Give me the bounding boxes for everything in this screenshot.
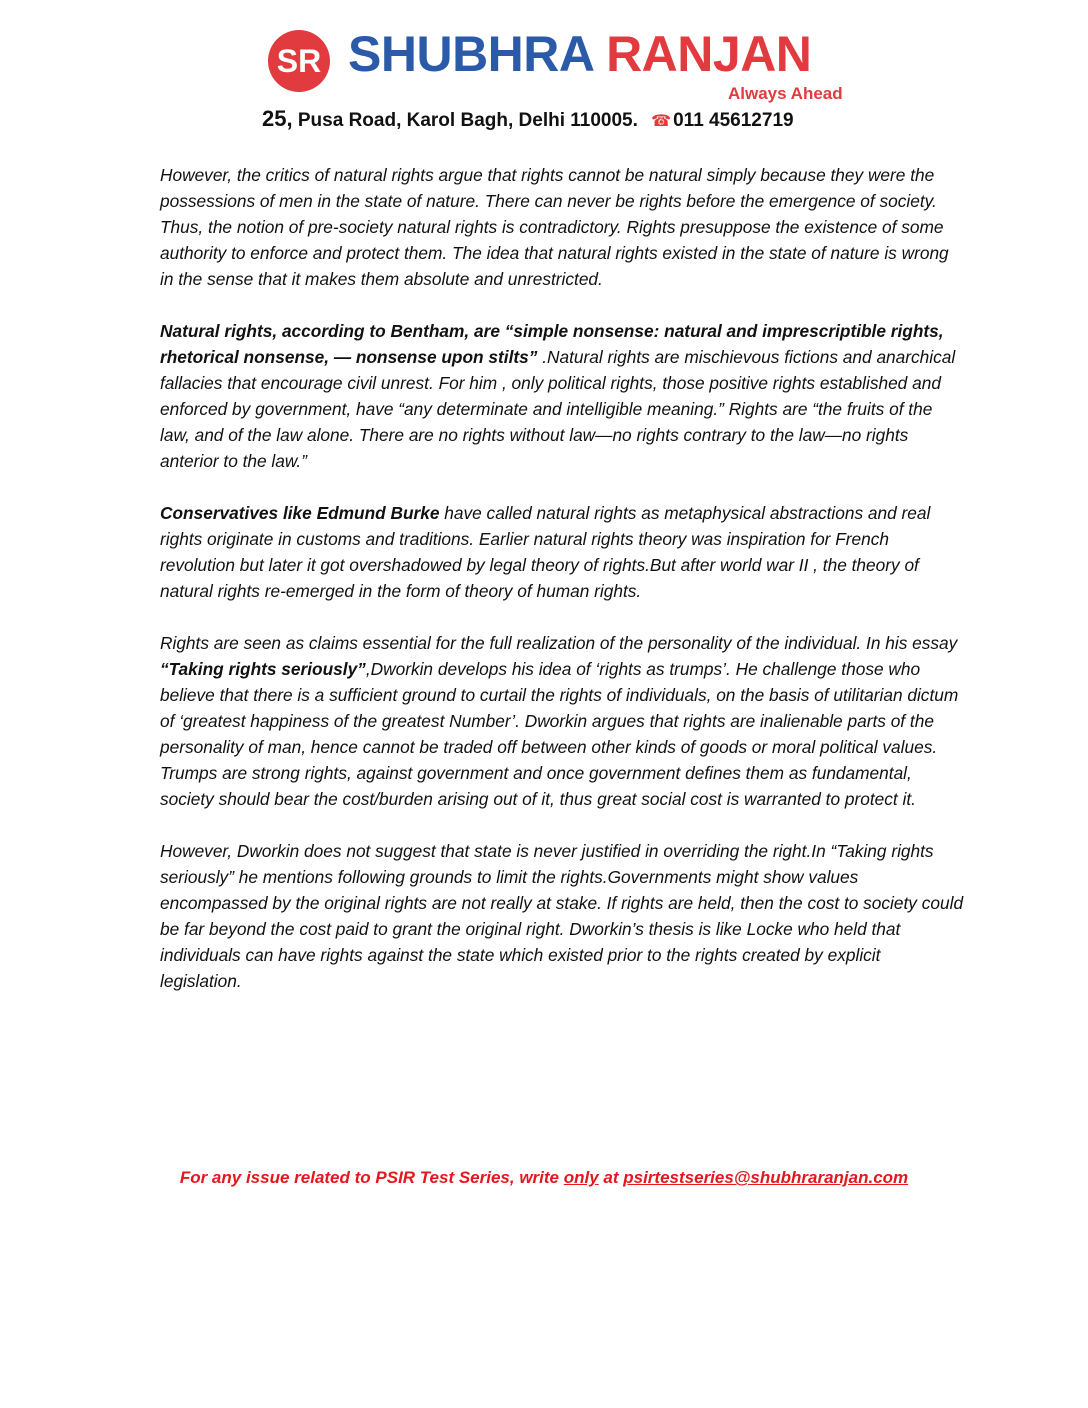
brand-name	[348, 26, 811, 82]
paragraph-critics: However, the critics of natural rights argue that rights cannot be natural simply because they were the possessions of men in the state of nature. There can never be rights before the emergence of society. Thus, the notion of pre-society natural rights is contradictory. Rights presuppose the existence of some authority to enforce and protect them. The idea that natural rights existed in the state of nature is wrong in the sense that it makes them absolute and unrestricted.	[160, 165, 949, 289]
logo-letters: SR	[276, 43, 322, 79]
footer-notice	[0, 1168, 1088, 1188]
burke-text: have called natural rights as metaphysical abstractions and real rights originate in customs and traditions. Earlier natural rights theory was inspiration for French revolution but later it got overshadowed by legal theory of rights.But after world war II , the theory of natural rights re-emerged in the form of theory of human rights.	[160, 503, 931, 601]
phone-icon: ☎	[651, 113, 672, 130]
document-body	[160, 162, 966, 1020]
dworkin-text-b: ,Dworkin develops his idea of ‘rights as trumps’. He challenge those who believe that there is a sufficient ground to curtail the rights of individuals, on the basis of utilitarian dictum of ‘greatest happiness of the greatest Number’. Dworkin argues that rights are inalienable parts of the personality of man, hence cannot be traded off between other kinds of goods or moral political values.	[160, 659, 959, 757]
sr-logo-icon	[266, 28, 340, 94]
address-line	[262, 106, 794, 132]
brand-word-shubhra: SHUBHRA	[348, 26, 593, 82]
footer-text-b: at	[598, 1168, 624, 1187]
paragraph-limits: However, Dworkin does not suggest that state is never justified in overriding the right.In “Taking rights seriously” he mentions following grounds to limit the rights.Governments might show values encompassed by the original rights are not really at stake. If rights are held, then the cost to society could be far beyond the cost paid to grant the original right. Dworkin’s thesis is like Locke who held that individuals can have rights against the state which existed prior to the rights created by explicit legislation.	[160, 841, 964, 991]
paragraph-dworkin	[160, 630, 966, 760]
paragraph-bentham	[160, 318, 966, 474]
paragraph-burke	[160, 500, 966, 604]
dworkin-text-a: Rights are seen as claims essential for the full realization of the personality of the individual. In his essay	[160, 633, 958, 653]
burke-lead: Conservatives like Edmund Burke	[160, 503, 440, 523]
address-text: Pusa Road, Karol Bagh, Delhi 110005.	[297, 110, 638, 131]
letterhead	[0, 0, 1088, 140]
dworkin-essay-title: “Taking rights seriously”	[160, 659, 366, 679]
bentham-text: .Natural rights are mischievous fictions and anarchical fallacies that encourage civil unrest. For him , only political rights, those positive rights established and enforced by government, have “any determinate and intelligible meaning.” Rights are “the fruits of the law, and of the law alone. There are no rights without law—no rights contrary to the law—no rights anterior to the law.”	[160, 347, 956, 471]
brand-word-ranjan: RANJAN	[606, 26, 812, 82]
footer-only: only	[563, 1168, 599, 1187]
footer-text-a: For any issue related to PSIR Test Series, write	[179, 1168, 564, 1187]
bentham-quote: Natural rights, according to Bentham, are “simple nonsense: natural and imprescriptible rights, rhetorical nonsense, — nonsense upon stilts”	[160, 321, 944, 367]
phone-number: 011 45612719	[673, 110, 794, 131]
tagline: Always Ahead	[728, 84, 843, 103]
paragraph-trumps: Trumps are strong rights, against government and once government defines them as fundamental, society should bear the cost/burden arising out of it, thus great social cost is warranted to protect it.	[160, 763, 916, 809]
address-number: 25,	[262, 106, 293, 131]
footer-email-link[interactable]: psirtestseries@shubhraranjan.com	[623, 1168, 909, 1187]
